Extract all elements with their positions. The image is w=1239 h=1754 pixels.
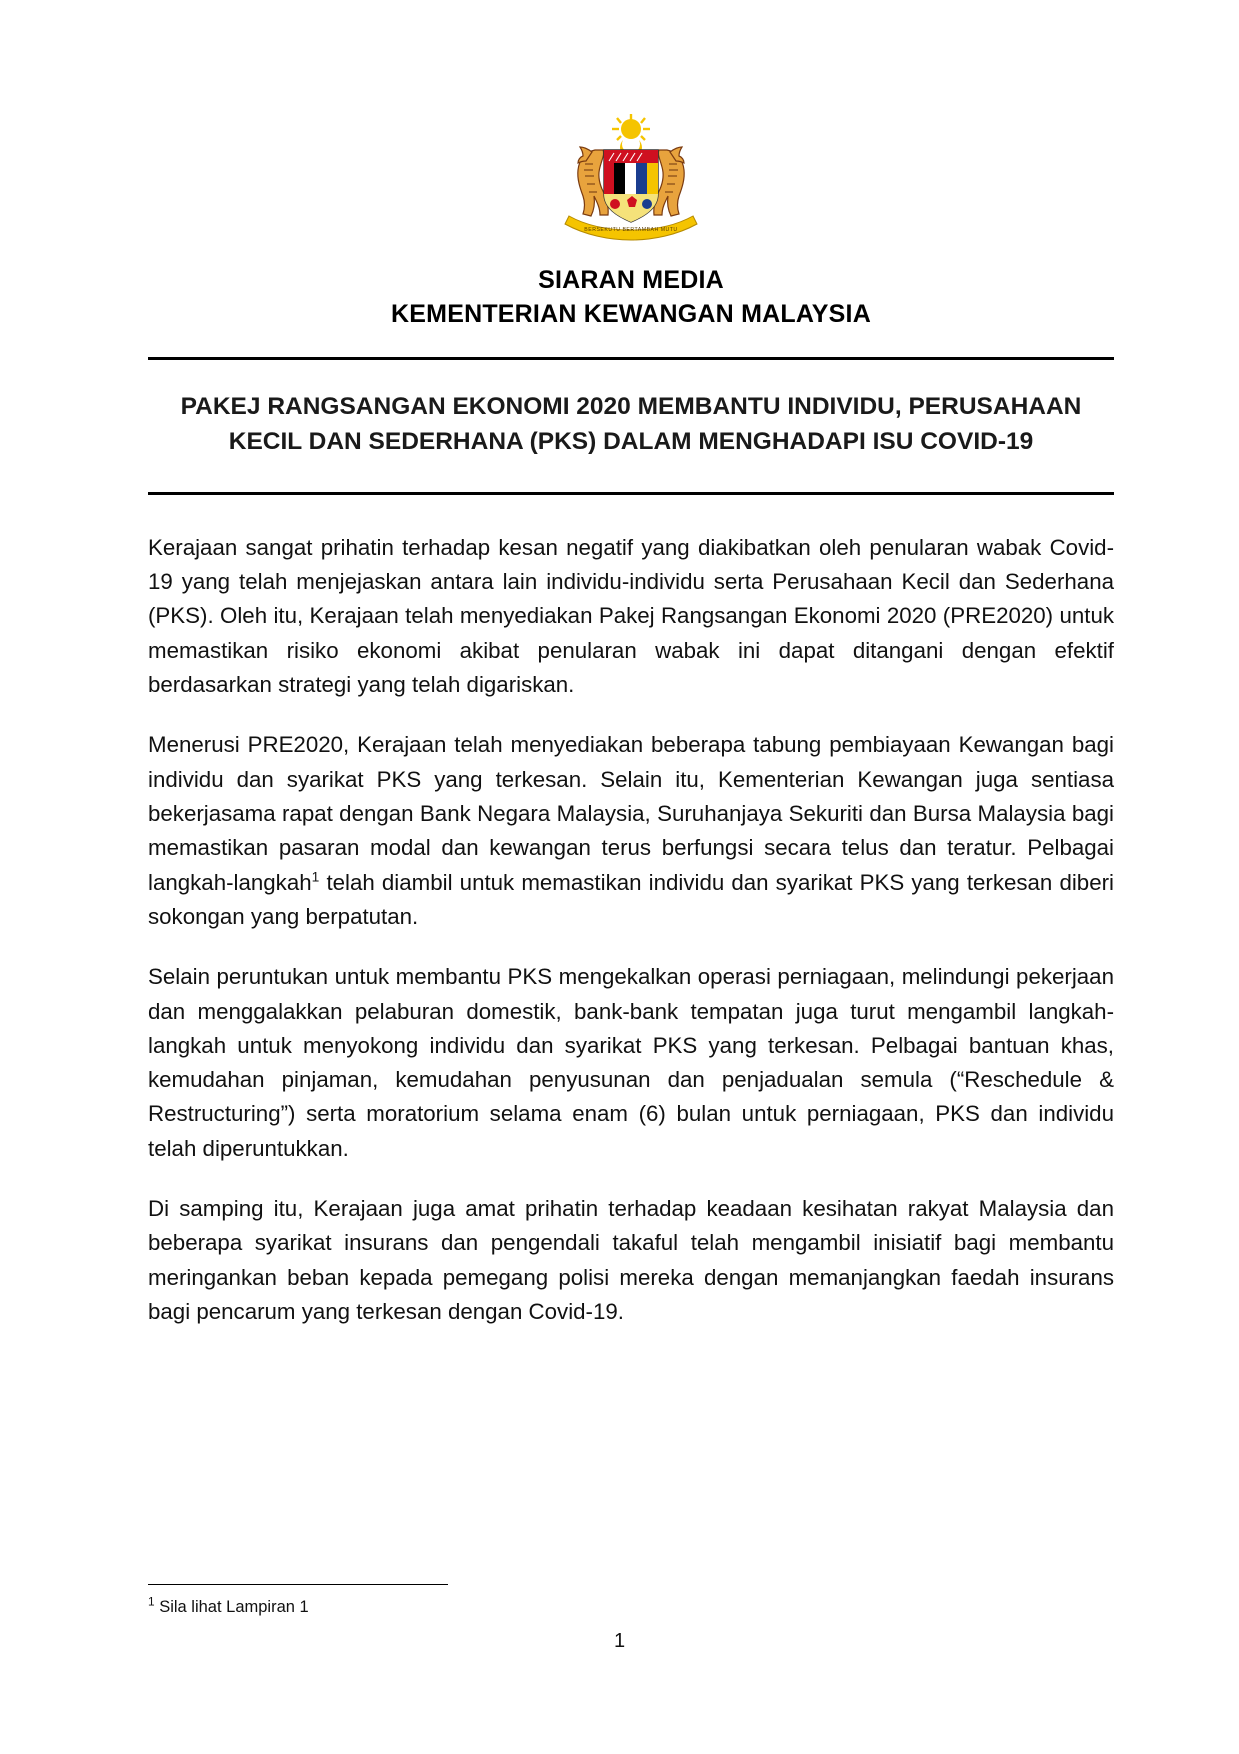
paragraph-2-after-footnote: telah diambil untuk memastikan individu dan syarikat PKS yang terkesan diberi sokongan yang berpatutan. <box>148 869 1114 929</box>
malaysia-coat-of-arms-icon <box>543 112 719 242</box>
masthead <box>148 264 1114 331</box>
page-title: PAKEJ RANGSANGAN EKONOMI 2020 MEMBANTU INDIVIDU, PERUSAHAAN KECIL DAN SEDERHANA (PKS) DALAM MENGHADAPI ISU COVID-19 <box>180 393 1082 455</box>
paragraph-4: Di samping itu, Kerajaan juga amat prihatin terhadap keadaan kesihatan rakyat Malaysia dan beberapa syarikat insurans dan pengendali takaful telah mengambil inisiatif bagi membantu meringankan beban kepada pemegang polisi mereka dengan memanjangkan faedah insurans bagi pencarum yang terkesan dengan Covid-19. <box>148 1196 1114 1325</box>
document-content <box>148 0 1114 1329</box>
body-text <box>148 531 1114 1330</box>
footnote <box>148 1594 309 1617</box>
paragraph-3: Selain peruntukan untuk membantu PKS mengekalkan operasi perniagaan, melindungi pekerjaan dan menggalakkan pelaburan domestik, bank-bank tempatan juga turut mengambil langkah-langkah untuk menyokong individu dan syarikat PKS yang terkesan. Pelbagai bantuan khas, kemudahan pinjaman, kemudahan penyusunan dan penjadualan semula (“Reschedule & Restructuring”) serta moratorium selama enam (6) bulan untuk perniagaan, PKS dan individu telah diperuntukkan. <box>148 964 1114 1161</box>
page-number: 1 <box>613 1630 626 1652</box>
header-divider-bottom <box>148 492 1114 495</box>
header-divider-top <box>148 357 1114 360</box>
footnote-divider <box>148 1584 448 1585</box>
svg-text:BERSEKUTU BERTAMBAH MUTU: BERSEKUTU BERTAMBAH MUTU <box>584 227 678 233</box>
footnote-reference[interactable]: 1 <box>311 868 320 885</box>
masthead-line-2: KEMENTERIAN KEWANGAN MALAYSIA <box>391 299 871 328</box>
paragraph-2 <box>148 728 1114 934</box>
masthead-line-1: SIARAN MEDIA <box>538 266 724 294</box>
emblem-container <box>148 0 1114 242</box>
footnote-text: Sila lihat Lampiran 1 <box>154 1598 309 1616</box>
paragraph-2-before-footnote: Menerusi PRE2020, Kerajaan telah menyediakan beberapa tabung pembiayaan Kewangan bagi individu dan syarikat PKS yang terkesan. Selain itu, Kementerian Kewangan juga sentiasa bekerjasama rapat dengan Bank Negara Malaysia, Suruhanjaya Sekuriti dan Bursa Malaysia bagi memastikan pasaran modal dan kewangan terus berfungsi secara telus dan teratur. Pelbagai langkah-langkah <box>148 732 1114 895</box>
paragraph-1: Kerajaan sangat prihatin terhadap kesan negatif yang diakibatkan oleh penularan wabak Covid-19 yang telah menjejaskan antara lain individu-individu serta Perusahaan Kecil dan Sederhana (PKS). Oleh itu, Kerajaan telah menyediakan Pakej Rangsangan Ekonomi 2020 (PRE2020) untuk memastikan risiko ekonomi akibat penularan wabak ini dapat ditangani dengan efektif berdasarkan strategi yang telah digariskan. <box>148 534 1114 697</box>
footnote-marker: 1 <box>148 1594 155 1609</box>
